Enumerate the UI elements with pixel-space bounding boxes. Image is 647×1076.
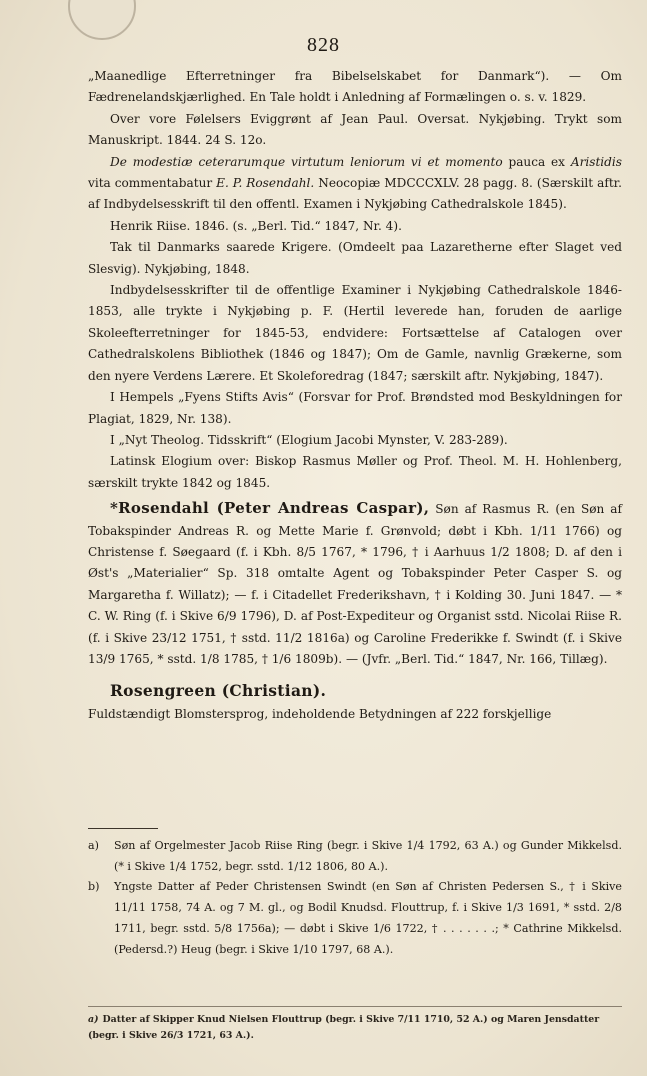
subnote [88,1012,622,1043]
footnote-divider [88,828,158,829]
entry-rosendahl [88,498,622,670]
latin-mid2: vita commentabatur [88,176,217,191]
latin-rest: Neocopiæ MDCCCXLV. 28 pagg. 8. (Særskilt aftr. af Indbydelsesskrift til den offentl. Examen i Nykjøbing Cathedralskole 1845). [88,176,622,212]
main-text [88,66,622,725]
footnotes [88,836,622,960]
paragraph-4: Henrik Riise. 1846. (s. „Berl. Tid.“ 1847, Nr. 4). [110,218,402,233]
page-number: 828 [307,34,340,56]
latin-aristidis: Aristidis [570,154,622,169]
paragraph-1: „Maanedlige Efterretninger fra Bibelselskabet for Danmark“). — Om Fædrenelandskjærlighed. En Tale holdt i Anledning af Formælingen o. s. v. 1829. [88,69,622,105]
entry-rosengreen-text: Fuldstændigt Blomstersprog, indeholdende Betydningen af 222 forskjellige [88,706,552,721]
subnote-label: a) [88,1014,99,1025]
subnote-text: Datter af Skipper Knud Nielsen Flouttrup (begr. i Skive 7/11 1710, 52 A.) og Maren Jensdatter (begr. i Skive 26/3 1721, 63 A.). [88,1014,600,1041]
footnote-a [88,836,622,877]
paragraph-3 [88,152,622,216]
paragraph-2: Over vore Følelsers Eviggrønt af Jean Paul. Oversat. Nykjøbing. Trykt som Manuskript. 1844. 24 S. 12o. [88,111,622,148]
footnote-label: b) [88,880,100,894]
footnote-b [88,877,622,960]
paragraph-9: Latinsk Elogium over: Biskop Rasmus Møller og Prof. Theol. M. H. Hohlenberg, særskilt trykte 1842 og 1845. [88,454,622,490]
entry-text: Søn af Rasmus R. (en Søn af Tobakspinder Andreas R. og Mette Marie f. Grønvold; døbt i Kbh. 1/11 1766) og Christense f. Søegaard (f. i Kbh. 8/5 1767, * 1796, † i Aarhuus 1/2 1808; D. af den i Øst's „Materialier“ Sp. 318 omtalte Agent og Tobakspinder Peter Casper S. og Margaretha f. Willatz); — f. i Citadellet Frederikshavn, † i Kolding 30. Juni 1847. — * C. W. Ring (f. i Skive 6/9 1796), D. af Post-Expediteur og Organist sstd. Nicolai Riise R. (f. i Skive 23/12 1751, † sstd. 11/2 1816a) og Caroline Frederikke f. Swindt (f. i Skive 13/9 1765, * sstd. 1/8 1785, † 1/6 1809b). — (Jvfr. „Berl. Tid.“ 1847, Nr. 166, Tillæg). [88,502,622,666]
paragraph-7: I Hempels „Fyens Stifts Avis“ (Forsvar for Prof. Brøndsted mod Beskyldningen for Plagiat, 1829, Nr. 138). [88,390,622,426]
footnote-text: Søn af Orgelmester Jacob Riise Ring (begr. i Skive 1/4 1792, 63 A.) og Gunder Mikkelsd. (* i Skive 1/4 1752, begr. sstd. 1/12 1806, 80 A.). [114,839,622,873]
paragraph-8: I „Nyt Theolog. Tidsskrift“ (Elogium Jacobi Mynster, V. 283-289). [110,432,508,447]
footnote-label: a) [88,839,99,852]
paragraph-5: Tak til Danmarks saarede Krigere. (Omdeelt paa Lazaretherne efter Slaget ved Slesvig). Nykjøbing, 1848. [88,240,622,276]
paragraph-6: Indbydelsesskrifter til de offentlige Examiner i Nykjøbing Cathedralskole 1846-1853, alle trykte i Nykjøbing p. F. (Hertil leverede han, foruden de aarlige Skoleefterretninger for 1845-53, endvidere: Fortsættelse af Catalogen over Cathedralskolens Bibliothek (1846 og 1847); Om de Gamle, navnlig Grækerne, som den nyere Verdens Lærere. Et Skoleforedrag (1847; særskilt aftr. Nykjøbing, 1847). [88,283,622,383]
latin-mid: pauca ex [502,154,571,169]
entry-rosengreen-head [88,680,622,703]
entry2-headword: Rosengreen (Christian). [110,681,327,701]
latin-title: De modestiæ ceterarumque virtutum leniorum vi et momento [110,154,503,169]
footnote-text: Yngste Datter af Peder Christensen Swindt (en Søn af Christen Pedersen S., † i Skive 11/11 1758, 74 A. og 7 M. gl., og Bodil Knudsd. Flouttrup, f. i Skive 1/3 1691, * sstd. 2/8 1711, begr. sstd. 5/8 1756a); — døbt i Skive 1/6 1722, † . . . . . . .; * Cathrine Mikkelsd. (Pedersd.?) Heug (begr. i Skive 1/10 1797, 68 A.). [114,880,622,956]
entry-headword: *Rosendahl (Peter Andreas Caspar), [110,499,430,518]
subnote-divider [88,1006,622,1007]
latin-author: E. P. Rosendahl. [216,176,315,191]
